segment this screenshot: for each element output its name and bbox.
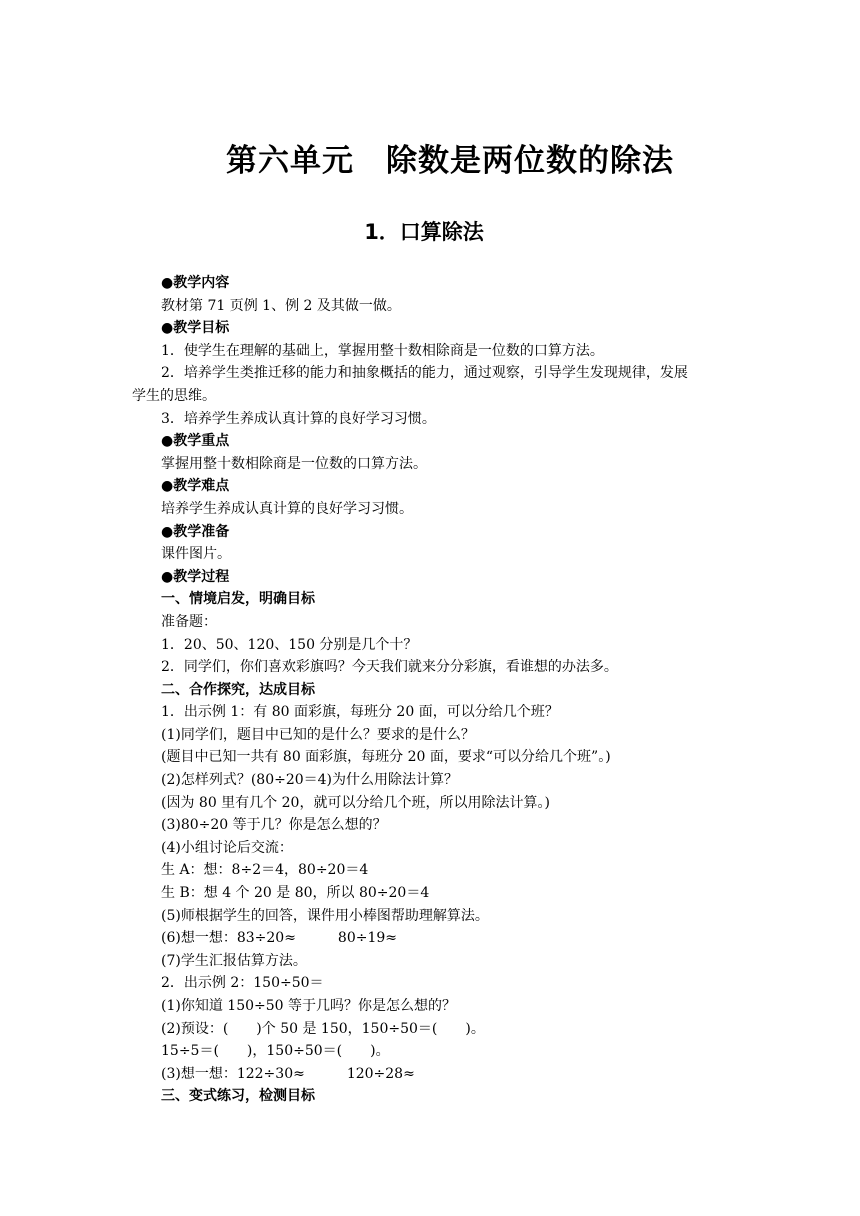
text-line: 3．培养学生养成认真计算的良好学习习惯。	[161, 410, 436, 427]
text-line: 生 B：想 4 个 20 是 80，所以 80÷20＝4	[161, 885, 430, 902]
text-line: 准备题：	[161, 613, 217, 630]
section-heading: ●教学内容	[161, 275, 230, 291]
text-line: (6)想一想：83÷20≈ 80÷19≈	[161, 930, 398, 947]
text-line: 2．同学们，你们喜欢彩旗吗？今天我们就来分分彩旗，看谁想的办法多。	[161, 659, 618, 676]
text-line: 2．培养学生类推迁移的能力和抽象概括的能力，通过观察，引导学生发现规律，发展	[161, 365, 688, 382]
section-heading: ●教学目标	[161, 320, 230, 337]
text-line: 培养学生养成认真计算的良好学习习惯。	[161, 500, 413, 517]
section-heading: ●教学过程	[161, 568, 230, 585]
text-line: (题目中已知一共有 80 面彩旗，每班分 20 面，要求“可以分给几个班”。)	[161, 749, 611, 766]
text-line: 1．出示例 1：有 80 面彩旗，每班分 20 面，可以分给几个班？	[161, 704, 559, 721]
section-heading: ●教学准备	[161, 523, 230, 540]
text-line: 15÷5＝( )，150÷50＝( )。	[161, 1043, 390, 1060]
document-body	[132, 272, 742, 1108]
text-line: 1．使学生在理解的基础上，掌握用整十数相除商是一位数的口算方法。	[161, 342, 604, 359]
text-line: 生 A：想：8÷2＝4，80÷20＝4	[161, 862, 369, 879]
text-line: 1．20、50、120、150 分别是几个十？	[161, 636, 418, 653]
text-line: (因为 80 里有几个 20，就可以分给几个班，所以用除法计算。)	[161, 794, 550, 811]
section-heading: 一、情境启发，明确目标	[161, 591, 315, 608]
text-line: (2)怎样列式？(80÷20＝4)为什么用除法计算？	[161, 772, 459, 789]
text-line: (1)你知道 150÷50 等于几吗？你是怎么想的？	[161, 998, 456, 1014]
section-heading: ●教学重点	[161, 433, 230, 450]
section-title: 1．口算除法	[364, 220, 484, 244]
text-line: (2)预设：( )个 50 是 150，150÷50＝( )。	[161, 1020, 485, 1037]
text-line: 2．出示例 2：150÷50＝	[161, 975, 324, 992]
text-line: 掌握用整十数相除商是一位数的口算方法。	[161, 455, 427, 472]
text-line: (4)小组讨论后交流：	[161, 839, 293, 856]
section-heading: ●教学难点	[161, 478, 230, 495]
text-line: (1)同学们，题目中已知的是什么？要求的是什么？	[161, 726, 475, 743]
section-heading: 三、变式练习，检测目标	[161, 1088, 315, 1105]
text-line: (7)学生汇报估算方法。	[161, 952, 307, 969]
section-heading: 二、合作探究，达成目标	[161, 681, 315, 698]
text-line: 教材第 71 页例 1、例 2 及其做一做。	[161, 297, 401, 314]
text-line: 学生的思维。	[132, 387, 216, 404]
page-title: 第六单元 除数是两位数的除法	[226, 143, 674, 179]
text-line: 课件图片。	[161, 546, 231, 563]
text-line: (3)想一想：122÷30≈ 120÷28≈	[161, 1065, 415, 1082]
text-line: (5)师根据学生的回答，课件用小棒图帮助理解算法。	[161, 907, 489, 924]
text-line: (3)80÷20 等于几？你是怎么想的？	[161, 817, 387, 834]
